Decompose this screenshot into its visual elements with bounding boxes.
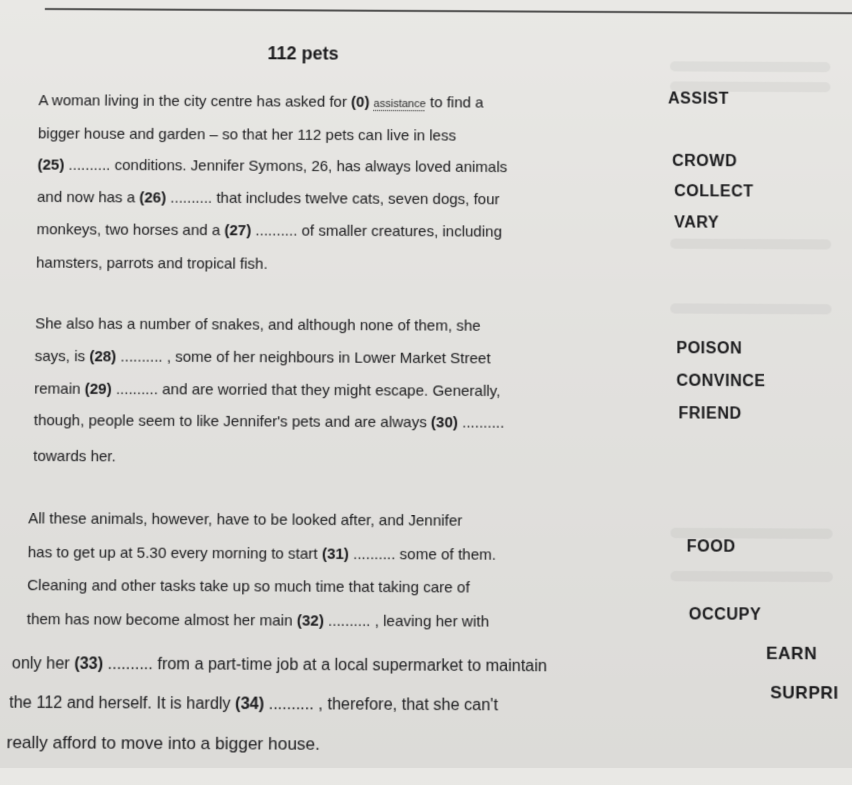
question-number: (32)	[296, 612, 324, 630]
text-line: monkeys, two horses and a (27) .......... of smaller creatures, including	[36, 221, 502, 241]
text-line: remain (29) .......... and are worried that they might escape. Generally,	[34, 380, 501, 401]
text-line: says, is (28) .......... , some of her neighbours in Lower Market Street	[34, 347, 491, 368]
question-number: (34)	[235, 695, 265, 714]
root-word: FOOD	[686, 538, 736, 556]
page-title: 112 pets	[267, 43, 339, 64]
show-through-mark	[670, 303, 831, 314]
text-line: She also has a number of snakes, and although none of them, she	[35, 315, 481, 335]
answer-blank[interactable]: ..........	[457, 414, 505, 432]
answer-blank[interactable]: ..........	[264, 695, 319, 714]
question-number: (28)	[89, 348, 117, 366]
text-line: and now has a (26) .......... that includes twelve cats, seven dogs, four	[36, 188, 500, 209]
show-through-mark	[670, 61, 830, 72]
question-number: (29)	[84, 380, 112, 399]
text-line: (25) .......... conditions. Jennifer Symons, 26, has always loved animals	[37, 156, 508, 177]
text-line: has to get up at 5.30 every morning to start (31) .......... some of them.	[27, 543, 497, 564]
answer-blank[interactable]: ..........	[166, 189, 213, 207]
answer-blank[interactable]: ..........	[348, 545, 396, 564]
line-text: to find a	[425, 94, 484, 112]
root-word: ASSIST	[668, 90, 730, 108]
answer-blank[interactable]: ..........	[251, 222, 298, 240]
question-number: (0)	[351, 93, 370, 111]
root-word: EARN	[766, 643, 818, 664]
question-number: (26)	[139, 189, 167, 207]
root-word: CROWD	[672, 152, 738, 171]
root-word: FRIEND	[678, 405, 742, 423]
question-number: (31)	[321, 545, 350, 564]
text-line: bigger house and garden – so that her 112 pets can live in less	[37, 125, 457, 145]
text-line: them has now become almost her main (32) .......... , leaving her with	[26, 610, 490, 631]
top-rule	[45, 8, 852, 14]
text-line: All these animals, however, have to be looked after, and Jennifer	[28, 510, 463, 530]
root-word: SURPRI	[770, 682, 839, 703]
answer-blank[interactable]: ..........	[103, 655, 153, 674]
text-line: only her (33) .......... from a part-time job at a local supermarket to maintain	[11, 655, 548, 676]
root-word: VARY	[674, 214, 720, 232]
text-line: towards her.	[33, 447, 116, 466]
text-line	[38, 91, 483, 114]
question-number: (33)	[74, 655, 104, 674]
text-line: hamsters, parrots and tropical fish.	[35, 254, 268, 273]
answer-blank[interactable]: ..........	[323, 612, 375, 631]
question-number: (30)	[430, 414, 458, 432]
text-line: really afford to move into a bigger house.	[6, 732, 321, 754]
answer-blank[interactable]: ..........	[116, 348, 167, 366]
text-line: Cleaning and other tasks take up so much time that taking care of	[27, 576, 470, 597]
root-word: COLLECT	[674, 183, 754, 201]
root-word: OCCUPY	[688, 606, 762, 624]
answer-blank[interactable]: ..........	[64, 156, 111, 175]
example-answer: assistance	[373, 97, 426, 111]
text-line: though, people seem to like Jennifer's pets and are always (30) ..........	[33, 411, 505, 432]
text-line: the 112 and herself. It is hardly (34) .......... , therefore, that she can't	[9, 694, 499, 715]
show-through-mark	[670, 239, 831, 250]
answer-blank[interactable]: ..........	[111, 380, 159, 399]
line-text: A woman living in the city centre has asked for	[38, 92, 352, 111]
root-word: CONVINCE	[676, 372, 766, 391]
question-number: (25)	[37, 156, 65, 174]
root-word: POISON	[676, 339, 743, 358]
show-through-mark	[670, 571, 832, 582]
question-number: (27)	[224, 222, 252, 240]
